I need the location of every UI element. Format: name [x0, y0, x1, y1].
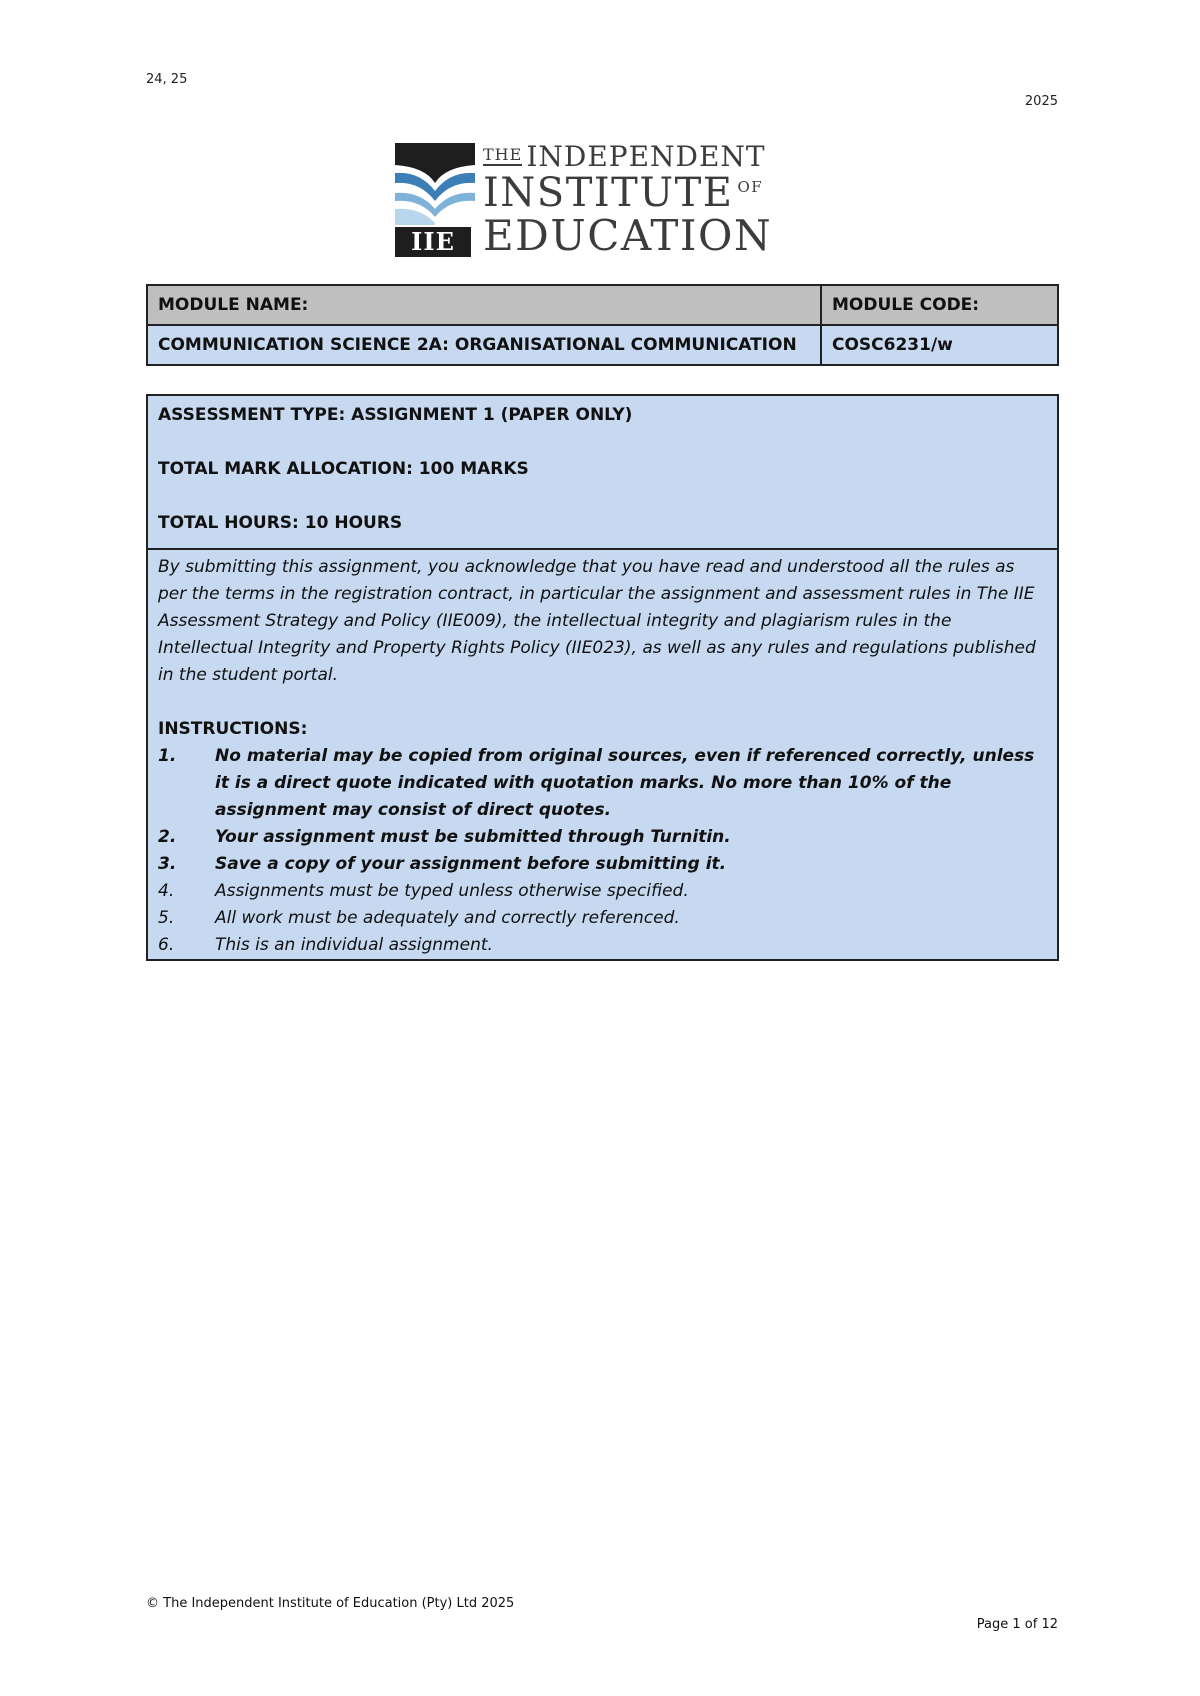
module-code-value: COSC6231/w: [821, 325, 1058, 365]
assessment-block: [146, 394, 1059, 961]
iie-mark: IIE: [395, 227, 471, 257]
list-item: 6. This is an individual assignment.: [158, 935, 493, 955]
logo-wordmark: [483, 140, 773, 260]
header-year: 2025: [1024, 94, 1058, 109]
instructions-title: INSTRUCTIONS:: [158, 719, 308, 739]
header-left-text: 24, 25: [146, 72, 188, 87]
page-number: Page 1 of 12: [976, 1617, 1058, 1632]
list-item: 4. Assignments must be typed unless otherwise specified.: [158, 881, 689, 901]
total-hours: TOTAL HOURS: 10 HOURS: [158, 513, 403, 533]
logo-institute: INSTITUTE: [483, 170, 734, 216]
acknowledgement-text: By submitting this assignment, you acknowledge that you have read and understood all the rules as per the terms in the registration contract, in particular the assignment and assessment rules in The IIE Assessment Strategy and Policy (IIE009), the intellectual integrity and plagiarism rules in the Intellectual Integrity and Property Rights Policy (IIE023), as well as any rules and regulations published in the student portal.: [158, 557, 1036, 685]
logo-education: EDUCATION: [483, 211, 773, 260]
assessment-summary: [148, 396, 1057, 550]
logo-the: THE: [483, 145, 523, 164]
assessment-type: ASSESSMENT TYPE: ASSIGNMENT 1 (PAPER ONLY): [158, 405, 633, 425]
logo-independent: INDEPENDENT: [526, 140, 766, 173]
list-item: 1. No material may be copied from original sources, even if referenced correctly, unless it is a direct quote indicated with quotation marks. No more than 10% of the assignment may consist of direct quotes.: [158, 746, 1035, 820]
module-name-value: COMMUNICATION SCIENCE 2A: ORGANISATIONAL COMMUNICATION: [147, 325, 821, 365]
footer-copyright: © The Independent Institute of Education (Pty) Ltd 2025: [146, 1596, 515, 1611]
list-item: 2. Your assignment must be submitted through Turnitin.: [158, 827, 731, 847]
module-table: [146, 284, 1059, 366]
list-item: 3. Save a copy of your assignment before submitting it.: [158, 854, 727, 874]
total-marks: TOTAL MARK ALLOCATION: 100 MARKS: [158, 459, 529, 479]
assessment-instructions: [148, 550, 1057, 959]
list-item: 5. All work must be adequately and correctly referenced.: [158, 908, 680, 928]
logo-of: OF: [737, 178, 764, 196]
module-name-label: MODULE NAME:: [147, 285, 821, 325]
module-code-label: MODULE CODE:: [821, 285, 1058, 325]
instructions-list: [158, 743, 1047, 959]
iie-logo: [395, 140, 815, 261]
